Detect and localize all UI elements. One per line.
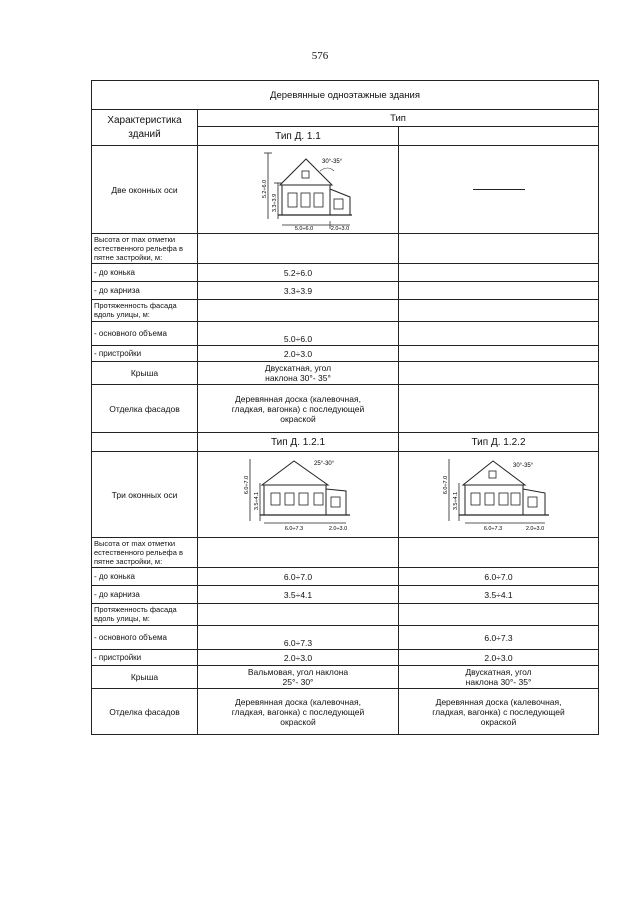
extension-value-a: 2.0÷3.0	[198, 650, 399, 666]
finish-value-b: Деревянная доска (калевочная, гладкая, вагонка) с последующей окраской	[399, 689, 599, 735]
dim-ridge-label: 6.0÷7.0	[442, 475, 449, 494]
finish-label: Отделка фасадов	[92, 689, 198, 735]
roof-value-a-line1: Вальмовая, угол наклона	[247, 667, 349, 677]
ridge-value: 5.2÷6.0	[198, 264, 399, 282]
facade-header-row-2	[92, 604, 599, 626]
table-title: Деревянные одноэтажные здания	[92, 81, 599, 110]
height-label: Высота от max отметки естественного рельефа в пятне застройки, м:	[92, 234, 198, 264]
height-header-row-2	[92, 538, 599, 568]
roof-value-b-line2: наклона 30°- 35°	[465, 677, 532, 687]
height-header-row-1	[92, 234, 599, 264]
main-volume-value-b: 6.0÷7.3	[399, 626, 599, 650]
roof-value-line1: Двускатная, угол	[264, 363, 332, 373]
finish-value: Деревянная доска (калевочная, гладкая, вагонка) с последующей окраской	[198, 385, 399, 433]
eave-row-2	[92, 586, 599, 604]
drawing-cell-d122	[399, 452, 599, 538]
eave-value-b: 3.5÷4.1	[399, 586, 599, 604]
buildings-table	[91, 80, 599, 735]
dim-main-label: 6.0÷7.3	[483, 525, 502, 532]
roof-angle-label: 30°-35°	[322, 158, 343, 165]
finish-row-2	[92, 689, 599, 735]
type-empty-cell	[399, 127, 599, 146]
ridge-value-a: 6.0÷7.0	[198, 568, 399, 586]
dim-eave-label: 3.5÷4.1	[452, 491, 459, 510]
ext-row-1	[92, 346, 599, 362]
facade-label: Протяженность фасада вдоль улицы, м:	[92, 300, 198, 322]
two-window-axes-label: Две оконных оси	[92, 146, 198, 234]
drawing-row-1	[92, 146, 599, 234]
header-type: Тип	[198, 110, 599, 127]
dim-ridge-label: 6.0÷7.0	[244, 475, 250, 494]
dim-ridge-label: 5.2÷6.0	[262, 179, 268, 198]
facade-header-row-1	[92, 300, 599, 322]
ridge-value-b: 6.0÷7.0	[399, 568, 599, 586]
type-d-1-2-2: Тип Д. 1.2.2	[399, 433, 599, 452]
dim-eave-label: 3.5÷4.1	[254, 491, 260, 510]
ext-row-2	[92, 650, 599, 666]
ridge-label: - до конька	[92, 568, 198, 586]
extension-value: 2.0÷3.0	[198, 346, 399, 362]
house-drawing-d122	[429, 455, 569, 535]
roof-angle-label: 30°-35°	[512, 462, 533, 469]
dim-main-label: 5.0÷6.0	[294, 225, 314, 231]
main-volume-value-a: 6.0÷7.3	[198, 626, 399, 650]
main-volume-value: 5.0÷6.0	[198, 322, 399, 346]
main-volume-label: - основного объема	[92, 626, 198, 650]
extension-label: - пристройки	[92, 346, 198, 362]
finish-label: Отделка фасадов	[92, 385, 198, 433]
three-window-axes-label: Три оконных оси	[92, 452, 198, 538]
dim-ext-label: 2.0÷3.0	[328, 525, 348, 532]
type-row-2	[92, 433, 599, 452]
ridge-row-1	[92, 264, 599, 282]
roof-row-2	[92, 666, 599, 689]
dim-main-label: 6.0÷7.3	[284, 525, 304, 532]
header-row	[92, 110, 599, 127]
main-row-2	[92, 626, 599, 650]
eave-value-a: 3.5÷4.1	[198, 586, 399, 604]
main-row-1	[92, 322, 599, 346]
extension-label: - пристройки	[92, 650, 198, 666]
height-label: Высота от max отметки естественного рельефа в пятне застройки, м:	[92, 538, 198, 568]
facade-label: Протяженность фасада вдоль улицы, м:	[92, 604, 198, 626]
dim-eave-label: 3.3÷3.9	[272, 193, 278, 212]
empty-drawing-cell	[399, 146, 599, 234]
eave-row-1	[92, 282, 599, 300]
roof-row-1	[92, 362, 599, 385]
header-characteristic: Характеристика зданий	[92, 110, 198, 146]
drawing-cell-d11	[198, 146, 399, 234]
house-drawing-d121	[228, 455, 368, 535]
eave-label: - до карниза	[92, 282, 198, 300]
finish-row-1	[92, 385, 599, 433]
drawing-row-2	[92, 452, 599, 538]
house-drawing-d11	[238, 149, 358, 231]
drawing-cell-d121	[198, 452, 399, 538]
dim-ext-label: 2.0÷3.0	[525, 525, 544, 532]
dash-line	[473, 189, 525, 190]
finish-value-a: Деревянная доска (калевочная, гладкая, вагонка) с последующей окраской	[198, 689, 399, 735]
ridge-label: - до конька	[92, 264, 198, 282]
roof-label: Крыша	[92, 362, 198, 385]
roof-value-b-line1: Двускатная, угол	[465, 667, 532, 677]
table-title-row	[92, 81, 599, 110]
eave-label: - до карниза	[92, 586, 198, 604]
eave-value: 3.3÷3.9	[198, 282, 399, 300]
roof-value-a	[198, 666, 399, 689]
roof-value-a-line2: 25°- 30°	[282, 677, 314, 687]
type-d-1-1: Тип Д. 1.1	[198, 127, 399, 146]
page-number: 576	[311, 50, 329, 62]
main-volume-label: - основного объема	[92, 322, 198, 346]
roof-value	[198, 362, 399, 385]
type-d-1-2-1: Тип Д. 1.2.1	[198, 433, 399, 452]
roof-value-line2: наклона 30°- 35°	[265, 373, 331, 383]
roof-label: Крыша	[92, 666, 198, 689]
roof-angle-label: 25°-30°	[314, 460, 335, 467]
roof-value-b	[399, 666, 599, 689]
dim-ext-label: 2.0÷3.0	[330, 225, 350, 231]
extension-value-b: 2.0÷3.0	[399, 650, 599, 666]
ridge-row-2	[92, 568, 599, 586]
